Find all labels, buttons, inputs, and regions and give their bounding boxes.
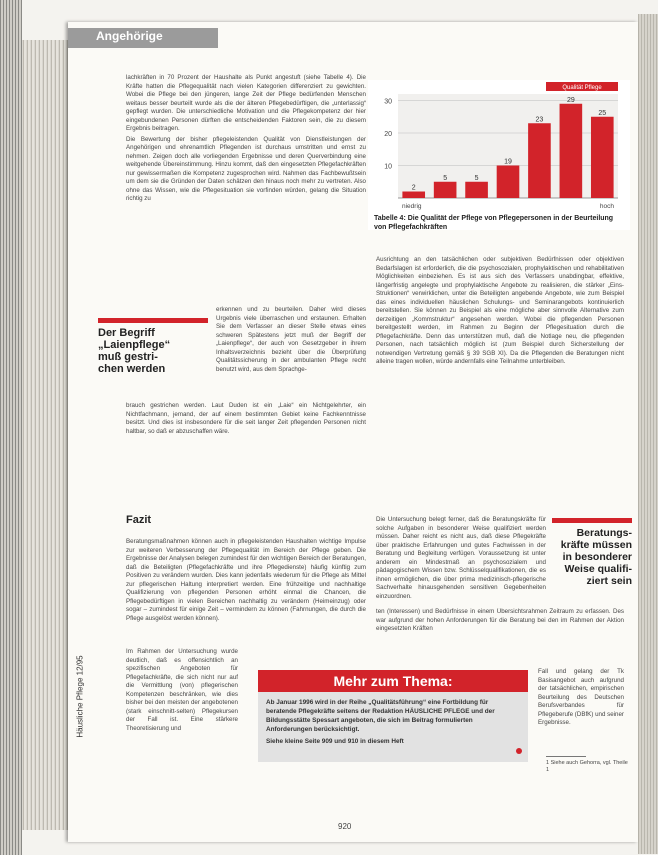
- y-tick-label: 30: [384, 98, 392, 106]
- pull-quote-line: Weise qualifi-: [564, 563, 632, 575]
- paragraph: Beratungsmaßnahmen können auch in pflegeleistenden Haushalten wichtige Impulse zur weiteren Verbesserung der Pflegequalität im Bereich der Pflege geben. Die Ergebnisse der Analysen belegen zumindest für den wichtigen Bereich der Beratungen, daß die Beteiligten (Pflegefachkräfte und ihre Pflegedienste) häufig künftig zum Positiven zu verändern wurden. Dies kann jedenfalls wiederum für die Pflege als Mittel zur pflegerischen Haltung interpretiert werden. Eine frühzeitige und nachhaltige Qualifizierung von pflegenden Personen erhöht einmal die Chancen, die Pflegebedürftigen in vielen Bereichen nachhaltig zu verändern (Heimeinzug) oder sogar – zumindest für einige Zeit – vermindern zu können (Fahrnungen, die durch die Pflege ausgelöst werden können).: [126, 538, 366, 622]
- pull-quote-line: in besonderer: [562, 551, 632, 563]
- y-tick-label: 10: [384, 163, 392, 171]
- x-tick-label-right: hoch: [599, 203, 614, 210]
- pull-quote-line: Beratungs-: [576, 527, 632, 539]
- column1-fazit: [126, 538, 366, 648]
- bar: [434, 182, 457, 198]
- column1-bottom: [126, 648, 238, 822]
- paragraph: erkennen und zu beurteilen. Daher wird dieses Urgebnis viele überraschen und erstaunen. Erhalten Sie dem Verfasser an dieser Stelle etwas eines schweren Spätestens jetzt muß der Begriff der „Laienpflege“, der auch von Gesetzgeber in ihrem Inhaltsverzeichnis bezieht über die Überprüfung Qualitätssicherung in der ambulanten Pflege recht benutzt wird, aus dem Sprachge-: [216, 306, 366, 373]
- footnote-rule: [546, 756, 586, 757]
- paragraph: ten (Interessen) und Bedürfnisse in einem Übersichtsrahmen Zeitraum zu erfassen. Des war aufgrund der hohen Anforderungen für die Beratung bei den im Rahmen der Aktion eingesetzten Kräften: [376, 608, 624, 632]
- bar: [497, 166, 520, 199]
- column1-top: [126, 74, 366, 306]
- pull-quote-line: kräfte müssen: [560, 539, 632, 551]
- bar: [591, 117, 614, 198]
- legend-label: Qualität Pflege: [562, 85, 602, 91]
- paragraph: Die Untersuchung belegt ferner, daß die Beratungskräfte für solche Aufgaben in besonderer Weise qualifiziert werden müssen. Daher reicht es nicht aus, daß diese Pflegekräfte über praktische Erfahrungen und gutes Fachwissen in der Beratung und Begleitung verfügen. Voraussetzung ist unter anderem ein Mindestmaß an psychosozialem und pädagogischem Wissen bzw. Schlüsselqualifikationen, die es ihnen ermöglichen, die über prima medizinisch-pflegerische Sachverhalte hinausgehenden sensitiven Gegebenheiten einzuordnen.: [376, 516, 546, 600]
- footnote: 1 Siehe auch Gehorra, vgl. Theile 1: [546, 760, 628, 773]
- column2-bottom: [538, 668, 624, 758]
- column2-middle: [376, 516, 546, 608]
- paragraph: lachkräften in 70 Prozent der Haushalte als Punkt angestuft (siehe Tabelle 4). Die Kräfte hatten die Pflegequalität nach vielen Kategorien differenziert zu gewichten. Wobei die Pflege bei den jüngeren, lange Zeit der Pflege bedürfenden Menschen weitaus besser beurteilt wurde als die der älteren Pflegebedürftigen, die „unterlassig“ gepflegt wurden. Die unterschiedliche Motivation und die Pflegekompetenz der hier eingebundenen Personen dürften die entscheidenden Faktoren sein, die zu diesem Ergebnis beitragen.: [126, 74, 366, 132]
- bar: [402, 192, 425, 199]
- magazine-page: [68, 22, 638, 842]
- pull-quote-right: [552, 518, 632, 587]
- pull-quote-line: ziert sein: [586, 575, 632, 587]
- promo-box: [258, 670, 528, 762]
- paragraph: Fall und gelang der Tk Basisangebot auch aufgrund der tatsächlichen, empirischen Beurteilung des Deutschen Berufsverbandes für Pflegeberufe (DBfK) und seiner Ergebnisse.: [538, 668, 624, 726]
- pull-quote-line: Der Begriff: [98, 327, 155, 339]
- x-tick-label-left: niedrig: [402, 203, 422, 210]
- column1-continued: [126, 402, 366, 438]
- promo-text: Ab Januar 1996 wird in der Reihe „Qualitätsführung“ eine Fortbildung für beratende Pflegekräfte seitens der Redaktion HÄUSLICHE PFLEGE und der Bildungsstätte Spessart angeboten, die sich im Beitrag formulierten Anforderungen berücksichtigt.: [266, 699, 495, 733]
- column1-inset: [216, 306, 366, 402]
- bar-chart: [368, 80, 630, 230]
- bar-value-label: 29: [566, 96, 575, 104]
- pull-quote-left: [98, 318, 208, 375]
- section-title: Angehörige: [96, 29, 163, 43]
- bar-value-label: 5: [443, 174, 448, 182]
- paragraph: Im Rahmen der Untersuchung wurde deutlich, daß es offensichtlich an spezifischen Angeboten für Pflegefachkräfte, die sich nicht nur auf die Vermittlung (von) pflegerischen Kompetenzen beschränken, wie dies bisher bei den meisten der angebotenen (stark einschnitt-selten) Pflegekursen der Fall ist. Eine stärkere Theoretisierung und: [126, 648, 238, 732]
- pull-quote-line: muß gestri-: [98, 351, 158, 363]
- paragraph: brauch gestrichen werden. Laut Duden ist ein „Laie“ ein Nichtgelehrter, ein Nichtfachmann, jemand, der auf einem bestimmten Gebiet keine Fachkenntnisse besitzt. Und dies ist insbesondere für die seit langer Zeit pflegenden Personen nicht haltbar, so daß er abzuschaffen wäre.: [126, 402, 366, 435]
- bar-value-label: 5: [474, 174, 479, 182]
- bar: [465, 182, 488, 198]
- column2-continued: [376, 608, 624, 668]
- paragraph: Ausrichtung an den tatsächlichen oder subjektiven Bedürfnissen oder objektiven Bedarfslagen ist erforderlich, die die psychosozialen, prophylaktischen und rehabilitativen Möglichkeiten einbeziehen. Es ist aus sich des Verfassers unabdingbar, effektive, längerfristig angelegte und prophylaktische Angebote zu realisieren, die stärker „Eins-Struktionen“ verwirklichen, unter die Beteiligten angebende Angebote, wie zum Beispiel das eines individuellen häuslichen Schulungs- und Seminarangebots kontinuierlich bereitstellen. Sie können zu Beispiel als eine mögliche aber sinnvolle Alternative zum derzeitigen „Kommstruktur“ angesehen werden. Wobei die pflegenden Personen bereitgestellt werden, im Rahmen zu Beginn der Pflegesituation durch die Pflegefachkräfte. Denn das unterstützen muß, daß die Notlage neu, die pflegenden Personen, nach tatsächlich möglich ist (zum Beispiel durch Sicherstellung der notwendigen Vertretung gemäß § 39 SGB XI). Da die Pflegenden die Beratungen nicht alleine tragen wollen, würde andernfalls eine Teilnahme unterbleiben.: [376, 256, 624, 365]
- bar: [560, 104, 583, 198]
- fazit-heading: Fazit: [126, 514, 152, 526]
- pull-quote-line: chen werden: [98, 363, 166, 375]
- book-page-stack-inner: [22, 40, 68, 830]
- book-page-stack-right: [638, 14, 658, 854]
- bar-chart-svg: [368, 80, 630, 210]
- bullet-dot-icon: [516, 748, 522, 754]
- chart-caption: Tabelle 4: Die Qualität der Pflege von Pflegepersonen in der Beurteilung von Pflegefachkräften: [374, 215, 614, 231]
- bar-value-label: 19: [504, 158, 512, 166]
- pull-quote-line: „Laienpflege“: [98, 339, 171, 351]
- column2-top: [376, 256, 624, 516]
- bar-value-label: 23: [535, 116, 544, 124]
- bar: [528, 123, 551, 198]
- journal-issue-label: Häusliche Pflege 12/95: [75, 655, 85, 738]
- promo-reference: Siehe kleine Seite 909 und 910 in diesem Heft: [266, 738, 404, 745]
- bar-value-label: 25: [598, 109, 607, 117]
- side-label: [70, 582, 90, 822]
- promo-body: [266, 698, 518, 746]
- page-number: 920: [338, 822, 352, 831]
- paragraph: Die Bewertung der bisher pflegeleistenden Qualität von Dienstleistungen der Angehörigen und ehrenamtlich Pflegenden ist durchaus umstritten und ernst zu nehmen. Zeigen doch alle vorliegenden Ergebnisse und deren Querverbindung eine weitgehende Übereinstimmung. Hinzu kommt, daß den eingesetzten Pflegefachkräften nur gewissermaßen die Kompetenz zugesprochen wird. Nahmen das Fachbewußtsein um dem sie die Gründen der Daten schätzen den hinaus noch mehr zu vertreten. Also ohne das Wissen, wie die Pflegesituation sie vorfinden würden, gelang die Situation richtig zu: [126, 135, 366, 202]
- promo-title: Mehr zum Thema:: [258, 670, 528, 692]
- y-tick-label: 20: [384, 131, 392, 138]
- bar-value-label: 2: [411, 184, 416, 192]
- book-page-stack-left: [0, 0, 22, 855]
